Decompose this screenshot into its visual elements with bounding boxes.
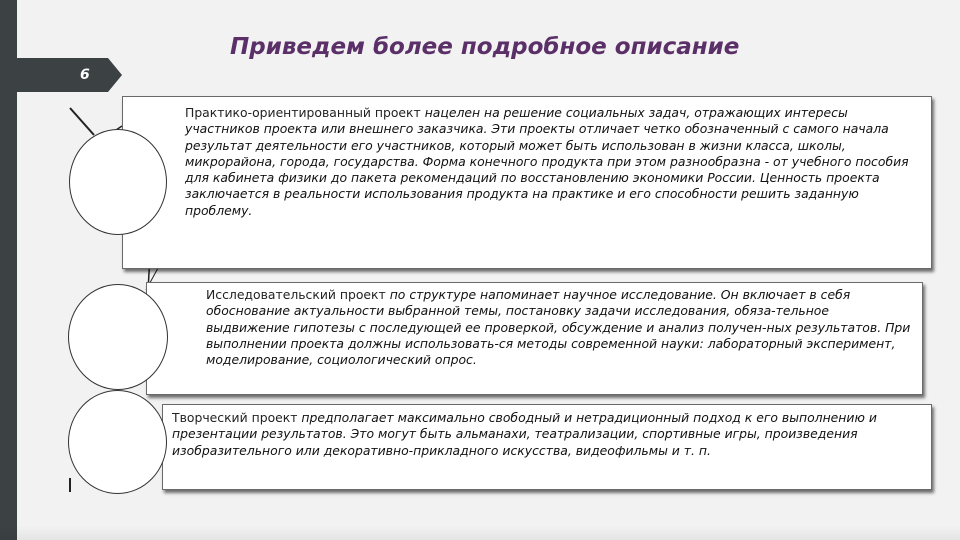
research-project-lead: Исследовательский проект	[206, 287, 386, 302]
practice-oriented-project-body: нацелен на решение социальных задач, отражающих интересы участников проекта или внешнего заказчика. Эти проекты отличает четко обозначенный с самого начала результат деятельности его участников, который может быть использован в жизни класса, школы, микрорайона, города, государства. Форма конечного продукта при этом разнообразна - от учебного пособия для кабинета физики до пакета рекомендаций по восстановлению экономики России. Ценность проекта заключается в реальности использования продукта на практике и его способности решить заданную проблему.	[185, 105, 909, 218]
circle-marker-3	[68, 390, 167, 494]
slide-title: Приведем более подробное описание	[230, 34, 740, 60]
practice-oriented-project-lead: Практико-ориентированный проект	[185, 105, 421, 120]
creative-project-body: предполагает максимально свободный и нетрадиционный подход к его выполнению и презентации результатов. Это могут быть альманахи, театрализации, спортивные игры, произведения изобразительного или декоративно-прикладного искусства, видеофильмы и т. п.	[172, 410, 877, 458]
creative-project-box	[162, 404, 932, 490]
circle-marker-1	[69, 129, 167, 235]
practice-oriented-project-text	[185, 105, 923, 219]
research-project-box	[146, 282, 923, 395]
creative-project-lead: Творческий проект	[172, 410, 298, 425]
research-project-text	[206, 287, 914, 368]
practice-oriented-project-box	[122, 96, 932, 269]
research-project-body: по структуре напоминает научное исследование. Он включает в себя обоснование актуальности выбранной темы, постановку задачи исследования, обяза-тельное выдвижение гипотезы с последующей ее проверкой, обсуждение и анализ получен-ных результатов. При выполнении проекта должны использовать-ся методы современной науки: лабораторный эксперимент, моделирование, социологический опрос.	[206, 287, 911, 368]
slide-number: 6	[80, 67, 90, 83]
creative-project-text	[172, 410, 923, 459]
circle-marker-2	[68, 284, 168, 390]
